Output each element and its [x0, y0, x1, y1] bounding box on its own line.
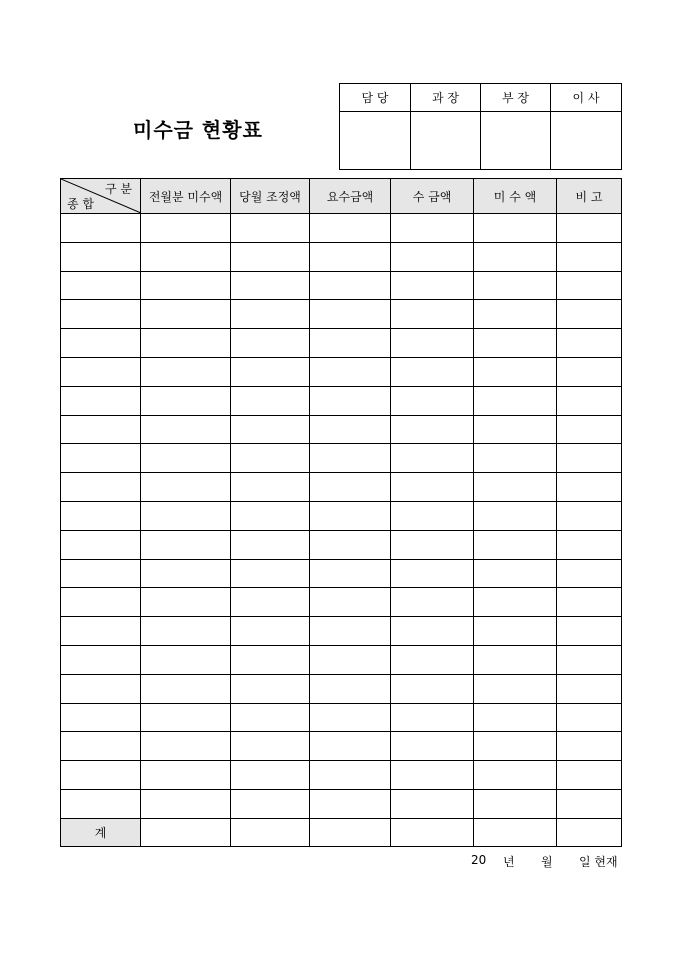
table-row — [61, 415, 622, 444]
approval-header-director: 이 사 — [551, 84, 622, 112]
table-cell[interactable] — [310, 761, 391, 790]
table-cell[interactable] — [391, 530, 474, 559]
table-cell[interactable] — [557, 242, 622, 271]
table-cell[interactable] — [61, 703, 141, 732]
page-title: 미수금 현황표 — [133, 118, 263, 142]
footer-year-label: 년 — [503, 855, 515, 869]
table-cell[interactable] — [141, 214, 231, 243]
table-cell[interactable] — [474, 473, 557, 502]
corner-header-cell — [61, 179, 141, 214]
table-cell[interactable] — [61, 415, 141, 444]
table-cell[interactable] — [391, 357, 474, 386]
table-cell[interactable] — [474, 703, 557, 732]
table-cell[interactable] — [141, 415, 231, 444]
table-cell[interactable] — [141, 761, 231, 790]
table-cell[interactable] — [61, 357, 141, 386]
table-cell[interactable] — [474, 732, 557, 761]
table-cell[interactable] — [310, 300, 391, 329]
table-cell[interactable] — [557, 415, 622, 444]
table-cell[interactable] — [474, 645, 557, 674]
table-cell[interactable] — [557, 473, 622, 502]
table-cell[interactable] — [391, 732, 474, 761]
table-row — [61, 559, 622, 588]
table-cell[interactable] — [231, 444, 310, 473]
column-header-amount-collected: 수 금액 — [391, 179, 474, 214]
table-cell[interactable] — [61, 617, 141, 646]
table-cell[interactable] — [557, 214, 622, 243]
table-cell[interactable] — [231, 703, 310, 732]
table-cell[interactable] — [141, 386, 231, 415]
approval-box — [339, 83, 622, 170]
table-cell[interactable] — [557, 732, 622, 761]
table-row — [61, 761, 622, 790]
footer-year-prefix: 20 — [471, 853, 487, 867]
table-row — [61, 300, 622, 329]
table-cell[interactable] — [231, 530, 310, 559]
table-cell[interactable] — [141, 789, 231, 818]
table-cell[interactable] — [474, 588, 557, 617]
table-cell[interactable] — [231, 357, 310, 386]
table-cell[interactable] — [474, 242, 557, 271]
table-cell[interactable] — [61, 588, 141, 617]
table-cell[interactable] — [310, 732, 391, 761]
table-cell[interactable] — [557, 300, 622, 329]
column-header-unpaid-amount: 미 수 액 — [474, 179, 557, 214]
table-cell[interactable] — [391, 761, 474, 790]
total-cell[interactable] — [141, 818, 231, 846]
approval-sign-dept-head[interactable] — [481, 112, 551, 170]
table-cell[interactable] — [61, 329, 141, 358]
table-row — [61, 588, 622, 617]
table-cell[interactable] — [310, 444, 391, 473]
table-row — [61, 703, 622, 732]
table-row — [61, 214, 622, 243]
table-cell[interactable] — [61, 300, 141, 329]
total-cell[interactable] — [557, 818, 622, 846]
table-cell[interactable] — [557, 703, 622, 732]
table-cell[interactable] — [141, 329, 231, 358]
table-cell[interactable] — [474, 530, 557, 559]
table-cell[interactable] — [474, 444, 557, 473]
table-cell[interactable] — [61, 674, 141, 703]
column-header-prev-month-unpaid: 전월분 미수액 — [141, 179, 231, 214]
table-cell[interactable] — [474, 789, 557, 818]
table-cell[interactable] — [310, 473, 391, 502]
table-cell[interactable] — [231, 559, 310, 588]
table-cell[interactable] — [391, 329, 474, 358]
table-cell[interactable] — [391, 444, 474, 473]
table-cell[interactable] — [61, 242, 141, 271]
table-cell[interactable] — [557, 645, 622, 674]
table-cell[interactable] — [474, 415, 557, 444]
table-cell[interactable] — [61, 444, 141, 473]
table-cell[interactable] — [474, 357, 557, 386]
table-cell[interactable] — [141, 271, 231, 300]
table-cell[interactable] — [231, 789, 310, 818]
table-cell[interactable] — [61, 473, 141, 502]
table-cell[interactable] — [141, 732, 231, 761]
table-row — [61, 271, 622, 300]
table-cell[interactable] — [391, 214, 474, 243]
table-cell[interactable] — [141, 703, 231, 732]
table-cell[interactable] — [557, 674, 622, 703]
table-cell[interactable] — [141, 357, 231, 386]
table-cell[interactable] — [231, 732, 310, 761]
table-cell[interactable] — [391, 386, 474, 415]
table-row — [61, 530, 622, 559]
total-cell[interactable] — [474, 818, 557, 846]
table-cell[interactable] — [310, 559, 391, 588]
table-cell[interactable] — [231, 329, 310, 358]
table-cell[interactable] — [141, 674, 231, 703]
table-cell[interactable] — [310, 789, 391, 818]
table-cell[interactable] — [474, 329, 557, 358]
table-cell[interactable] — [310, 357, 391, 386]
table-cell[interactable] — [231, 645, 310, 674]
table-cell[interactable] — [310, 214, 391, 243]
table-cell[interactable] — [557, 329, 622, 358]
table-cell[interactable] — [141, 300, 231, 329]
table-cell[interactable] — [61, 271, 141, 300]
table-cell[interactable] — [310, 415, 391, 444]
table-row — [61, 617, 622, 646]
table-cell[interactable] — [557, 501, 622, 530]
table-cell[interactable] — [231, 214, 310, 243]
table-cell[interactable] — [231, 501, 310, 530]
table-cell[interactable] — [61, 645, 141, 674]
table-cell[interactable] — [474, 559, 557, 588]
receivables-table — [60, 178, 622, 847]
corner-label-category: 구 분 — [105, 182, 132, 196]
approval-header-section-chief: 과 장 — [411, 84, 481, 112]
table-cell[interactable] — [391, 473, 474, 502]
table-cell[interactable] — [141, 501, 231, 530]
table-row — [61, 386, 622, 415]
table-cell[interactable] — [391, 271, 474, 300]
table-cell[interactable] — [557, 357, 622, 386]
table-cell[interactable] — [391, 300, 474, 329]
table-row — [61, 329, 622, 358]
table-cell[interactable] — [310, 674, 391, 703]
table-cell[interactable] — [141, 242, 231, 271]
table-cell[interactable] — [391, 703, 474, 732]
approval-header-staff: 담 당 — [340, 84, 411, 112]
column-header-remarks: 비 고 — [557, 179, 622, 214]
table-cell[interactable] — [231, 588, 310, 617]
table-cell[interactable] — [141, 444, 231, 473]
table-row — [61, 501, 622, 530]
table-cell[interactable] — [61, 761, 141, 790]
table-cell[interactable] — [391, 789, 474, 818]
column-header-month-adjustment: 당월 조정액 — [231, 179, 310, 214]
table-cell[interactable] — [474, 300, 557, 329]
table-cell[interactable] — [391, 617, 474, 646]
table-cell[interactable] — [310, 242, 391, 271]
total-cell[interactable] — [231, 818, 310, 846]
corner-label-summary: 종 합 — [67, 197, 94, 211]
table-row — [61, 789, 622, 818]
total-cell[interactable] — [391, 818, 474, 846]
table-cell[interactable] — [557, 386, 622, 415]
table-row — [61, 732, 622, 761]
table-cell[interactable] — [310, 329, 391, 358]
table-cell[interactable] — [310, 588, 391, 617]
table-cell[interactable] — [61, 732, 141, 761]
table-cell[interactable] — [61, 559, 141, 588]
approval-sign-staff[interactable] — [340, 112, 411, 170]
table-cell[interactable] — [61, 214, 141, 243]
table-cell[interactable] — [231, 473, 310, 502]
table-cell[interactable] — [557, 559, 622, 588]
table-cell[interactable] — [310, 617, 391, 646]
table-cell[interactable] — [474, 674, 557, 703]
footer-day-label: 일 현재 — [579, 855, 618, 869]
table-cell[interactable] — [474, 214, 557, 243]
table-row — [61, 242, 622, 271]
table-cell[interactable] — [231, 415, 310, 444]
table-cell[interactable] — [557, 530, 622, 559]
table-cell[interactable] — [61, 530, 141, 559]
table-cell[interactable] — [141, 530, 231, 559]
table-cell[interactable] — [231, 242, 310, 271]
table-cell[interactable] — [231, 617, 310, 646]
table-cell[interactable] — [141, 588, 231, 617]
total-label: 계 — [61, 818, 141, 846]
table-cell[interactable] — [231, 761, 310, 790]
table-cell[interactable] — [391, 588, 474, 617]
table-row — [61, 674, 622, 703]
table-cell[interactable] — [391, 415, 474, 444]
table-cell[interactable] — [474, 761, 557, 790]
table-cell[interactable] — [231, 674, 310, 703]
table-cell[interactable] — [310, 271, 391, 300]
table-cell[interactable] — [141, 617, 231, 646]
table-cell[interactable] — [391, 645, 474, 674]
table-cell[interactable] — [231, 300, 310, 329]
table-cell[interactable] — [310, 703, 391, 732]
table-cell[interactable] — [61, 501, 141, 530]
table-row — [61, 645, 622, 674]
table-cell[interactable] — [557, 271, 622, 300]
total-cell[interactable] — [310, 818, 391, 846]
table-cell[interactable] — [474, 501, 557, 530]
table-cell[interactable] — [231, 271, 310, 300]
table-row — [61, 357, 622, 386]
table-cell[interactable] — [557, 789, 622, 818]
table-cell[interactable] — [557, 761, 622, 790]
table-cell[interactable] — [474, 271, 557, 300]
column-header-amount-due: 요수금액 — [310, 179, 391, 214]
table-cell[interactable] — [391, 559, 474, 588]
table-row — [61, 444, 622, 473]
table-cell[interactable] — [310, 501, 391, 530]
total-row — [61, 818, 622, 846]
table-cell[interactable] — [557, 444, 622, 473]
table-cell[interactable] — [310, 645, 391, 674]
table-cell[interactable] — [474, 386, 557, 415]
table-cell[interactable] — [231, 386, 310, 415]
table-cell[interactable] — [557, 617, 622, 646]
table-cell[interactable] — [557, 588, 622, 617]
table-row — [61, 473, 622, 502]
table-cell[interactable] — [61, 789, 141, 818]
table-cell[interactable] — [141, 473, 231, 502]
approval-sign-section-chief[interactable] — [411, 112, 481, 170]
table-cell[interactable] — [391, 674, 474, 703]
table-cell[interactable] — [141, 559, 231, 588]
table-cell[interactable] — [474, 617, 557, 646]
table-cell[interactable] — [141, 645, 231, 674]
approval-header-dept-head: 부 장 — [481, 84, 551, 112]
table-cell[interactable] — [391, 501, 474, 530]
footer-month-label: 월 — [541, 855, 553, 869]
table-cell[interactable] — [310, 386, 391, 415]
table-cell[interactable] — [391, 242, 474, 271]
table-cell[interactable] — [310, 530, 391, 559]
table-cell[interactable] — [61, 386, 141, 415]
approval-sign-director[interactable] — [551, 112, 622, 170]
